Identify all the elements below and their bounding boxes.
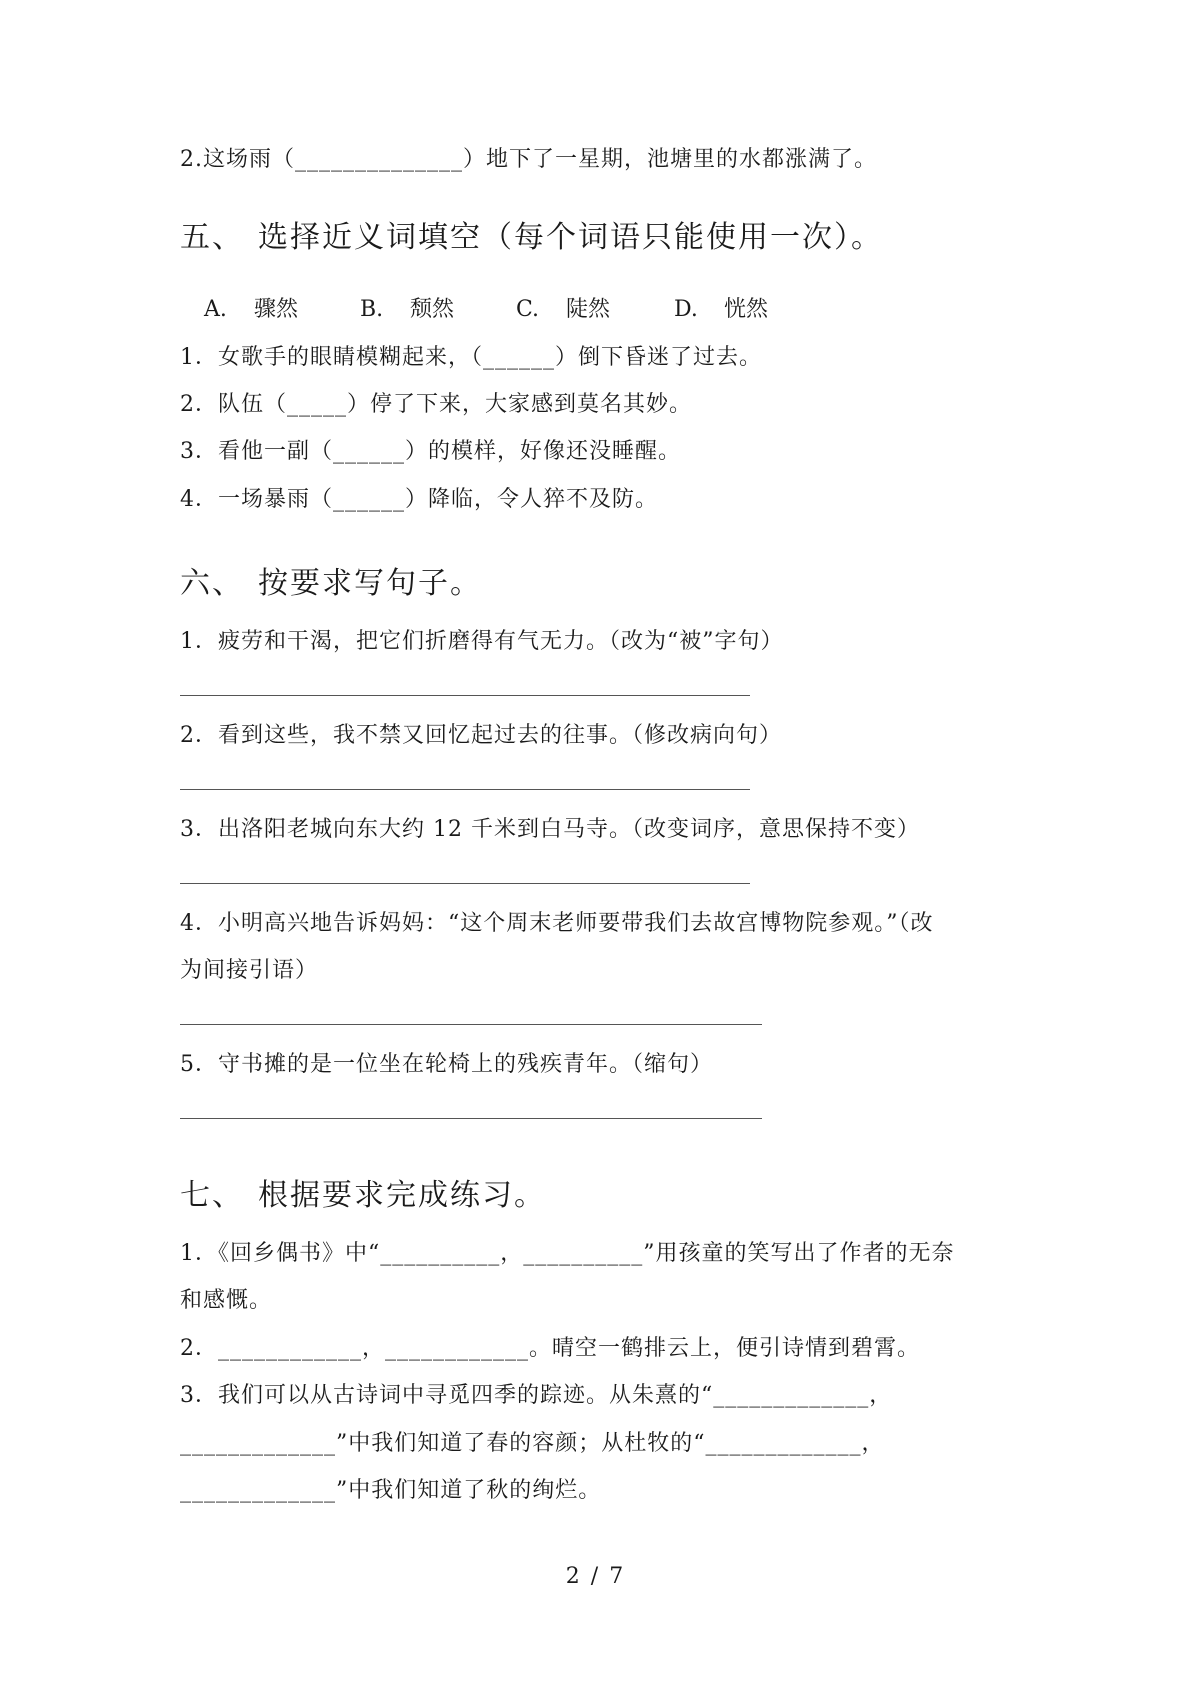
section-6-item-2: 2．看到这些，我不禁又回忆起过去的往事。（修改病向句） (180, 723, 782, 748)
section-7-number: 七、 (180, 1178, 244, 1213)
section-5-item-3: 3．看他一副（______）的模样，好像还没睡醒。 (180, 439, 681, 464)
section-5-heading (180, 212, 883, 256)
section-6-item-4: 4．小明高兴地告诉妈妈：“这个周末老师要带我们去故宫博物院参观。”（改 (180, 911, 934, 936)
section-6-title: 按要求写句子。 (258, 566, 482, 601)
answer-line-4[interactable] (180, 1024, 762, 1025)
answer-line-2[interactable] (180, 789, 750, 790)
section-6-number: 六、 (180, 566, 244, 601)
option-a: A. 骤然 (204, 297, 299, 322)
answer-line-1[interactable] (180, 695, 750, 696)
option-b: B. 颓然 (360, 297, 455, 322)
option-d: D. 恍然 (674, 297, 769, 322)
section-6-item-4-cont: 为间接引语） (180, 958, 319, 983)
answer-line-5[interactable] (180, 1118, 762, 1119)
section-7-item-3: 3．我们可以从古诗词中寻觅四季的踪迹。从朱熹的“_____________， (180, 1383, 893, 1408)
section-6-heading (180, 558, 482, 602)
section-6-item-3: 3．出洛阳老城向东大约 12 千米到白马寺。（改变词序，意思保持不变） (180, 817, 920, 842)
section-5-item-2: 2．队伍（_____）停了下来，大家感到莫名其妙。 (180, 392, 692, 417)
section-5-item-1: 1．女歌手的眼睛模糊起来，（______）倒下昏迷了过去。 (180, 345, 762, 370)
section-7-item-1: 1．《回乡偶书》中“__________，__________”用孩童的笑写出了作者的无奈 (180, 1241, 955, 1266)
section-7-item-1-cont: 和感慨。 (180, 1288, 273, 1313)
section-5-number: 五、 (180, 220, 244, 255)
section-7-item-2: 2．____________，____________。晴空一鹤排云上，便引诗情到碧霄。 (180, 1336, 920, 1361)
section-6-item-5: 5．守书摊的是一位坐在轮椅上的残疾青年。（缩句） (180, 1052, 713, 1077)
section-6-item-1: 1．疲劳和干渴，把它们折磨得有气无力。（改为“被”字句） (180, 629, 784, 654)
section-7-heading (180, 1170, 546, 1214)
section-5-title: 选择近义词填空（每个词语只能使用一次）。 (258, 220, 883, 255)
section-7-title: 根据要求完成练习。 (258, 1178, 546, 1213)
section-7-item-3-cont: _____________”中我们知道了春的容颜；从杜牧的“_____________， (180, 1431, 885, 1456)
page-number: 2 / 7 (565, 1564, 626, 1589)
answer-line-3[interactable] (180, 883, 750, 884)
prev-question-item: 2.这场雨（______________）地下了一星期，池塘里的水都涨满了。 (180, 147, 877, 172)
section-7-item-3-end: _____________”中我们知道了秋的绚烂。 (180, 1478, 602, 1503)
section-5-item-4: 4．一场暴雨（______）降临，令人猝不及防。 (180, 487, 658, 512)
option-c: C. 陡然 (516, 297, 611, 322)
